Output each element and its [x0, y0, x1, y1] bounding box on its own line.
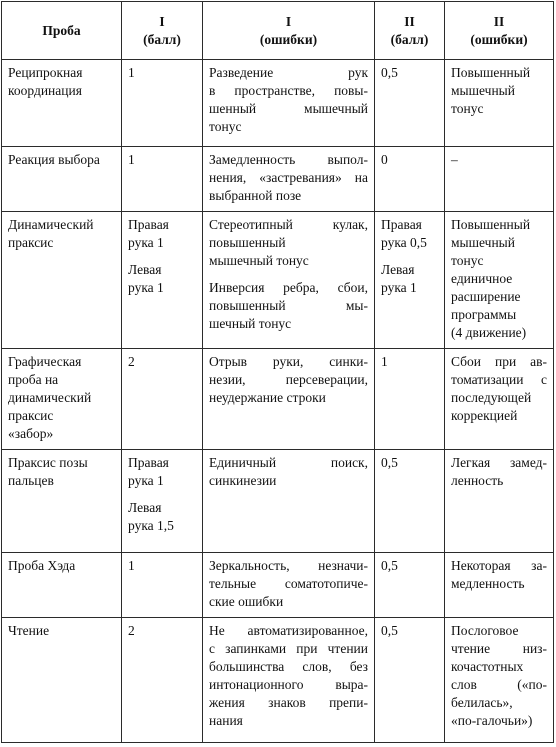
results-table	[1, 1, 554, 743]
cell-line: рука 0,5	[381, 235, 427, 250]
cell-line: тельные соматотопиче-	[209, 576, 368, 591]
cell-line: 2	[128, 623, 135, 638]
cell-line: рука 1	[128, 280, 164, 295]
cell-line: Сбои при ав-	[451, 354, 547, 369]
cell-line: 0,5	[381, 455, 398, 470]
cell-score-2	[375, 553, 445, 618]
cell-line: 0,5	[381, 65, 398, 80]
cell-errors-1	[203, 450, 375, 553]
cell-line: 1	[128, 558, 135, 573]
cell-score-1	[122, 553, 203, 618]
cell-line: 0,5	[381, 623, 398, 638]
cell-line: 0	[381, 152, 388, 167]
cell-errors-1	[203, 147, 375, 212]
cell-line: Графическая	[8, 354, 82, 369]
cell-line: нания	[209, 713, 243, 728]
cell-line: рука 1	[381, 280, 417, 295]
cell-line: Праксис позы	[8, 455, 88, 470]
cell-line: Некоторая за-	[451, 558, 547, 573]
cell-line: Правая	[128, 455, 169, 470]
table-row	[2, 349, 554, 450]
cell-line: повышенный мы-	[209, 298, 368, 313]
cell-line: Правая	[128, 217, 169, 232]
cell-line: шечный тонус	[209, 316, 292, 331]
cell-line: Левая	[128, 262, 162, 277]
cell-line: Не автоматизированное,	[209, 623, 368, 638]
cell-score-1	[122, 60, 203, 147]
header-errors-2: II (ошибки)	[445, 2, 554, 60]
cell-line: 1	[128, 152, 135, 167]
cell-line: Единичный поиск,	[209, 455, 368, 470]
cell-line: Проба Хэда	[8, 558, 76, 573]
cell-line: координация	[8, 83, 82, 98]
table-row	[2, 212, 554, 349]
cell-line: 1	[128, 65, 135, 80]
cell-line: праксис	[8, 235, 54, 250]
cell-line	[128, 490, 196, 499]
cell-line: –	[451, 152, 458, 167]
cell-errors-1	[203, 212, 375, 349]
cell-line: мышечный	[451, 83, 515, 98]
cell-line: 2	[128, 354, 135, 369]
table-row	[2, 147, 554, 212]
cell-line: незии, персеверации,	[209, 372, 368, 387]
cell-line: тонус	[209, 119, 242, 134]
cell-line: Динамический	[8, 217, 94, 232]
cell-line: чтение низ-	[451, 641, 547, 656]
cell-score-1	[122, 349, 203, 450]
cell-line: рука 1,5	[128, 518, 174, 533]
cell-line: большинства слов, без	[209, 659, 368, 674]
cell-line	[381, 252, 438, 261]
cell-line: белилась»,	[451, 695, 513, 710]
cell-test	[2, 553, 122, 618]
cell-score-1	[122, 450, 203, 553]
cell-line: Инверсия ребра, сбои,	[209, 280, 368, 295]
cell-test	[2, 450, 122, 553]
cell-line: синкинезии	[209, 473, 277, 488]
cell-errors-1	[203, 349, 375, 450]
cell-line: единичное	[451, 271, 513, 286]
cell-line: шенный мышечный	[209, 101, 368, 116]
cell-errors-2	[445, 553, 554, 618]
cell-line: кочастотных	[451, 659, 524, 674]
cell-errors-2	[445, 349, 554, 450]
cell-line: Правая	[381, 217, 422, 232]
cell-line: медленность	[451, 576, 525, 591]
cell-test	[2, 349, 122, 450]
cell-line: Реципрокная	[8, 65, 83, 80]
cell-test	[2, 212, 122, 349]
cell-line: последующей	[451, 390, 532, 405]
cell-line: с запинками при чтении	[209, 641, 368, 656]
cell-line: Разведение рук	[209, 65, 368, 80]
cell-line: пальцев	[8, 473, 54, 488]
cell-line	[128, 252, 196, 261]
cell-line: Чтение	[8, 623, 50, 638]
cell-line: «забор»	[8, 426, 54, 441]
cell-errors-2	[445, 450, 554, 553]
header-test: Проба	[2, 2, 122, 60]
cell-line: ские ошибки	[209, 594, 284, 609]
cell-line: рука 1	[128, 473, 164, 488]
cell-line: Послоговое	[451, 623, 519, 638]
cell-score-2	[375, 618, 445, 743]
cell-errors-2	[445, 618, 554, 743]
table-row	[2, 618, 554, 743]
cell-line: слов («по-	[451, 677, 547, 692]
cell-line: 1	[381, 354, 388, 369]
cell-errors-1	[203, 553, 375, 618]
cell-errors-1	[203, 60, 375, 147]
header-score-1: I (балл)	[122, 2, 203, 60]
cell-line: динамический	[8, 390, 92, 405]
cell-line: повышенный	[209, 235, 286, 250]
cell-line: жения знаков препи-	[209, 695, 368, 710]
cell-line: расширение	[451, 289, 521, 304]
cell-line: интонационного выра-	[209, 677, 368, 692]
cell-line: 0,5	[381, 558, 398, 573]
cell-line: Зеркальность, незначи-	[209, 558, 368, 573]
table-body	[2, 60, 554, 743]
cell-line: Повышенный	[451, 65, 531, 80]
cell-score-1	[122, 147, 203, 212]
header-row	[2, 2, 554, 60]
cell-line	[209, 270, 368, 279]
cell-line: Легкая замед-	[451, 455, 547, 470]
cell-score-2	[375, 349, 445, 450]
cell-score-2	[375, 212, 445, 349]
cell-line: праксис	[8, 408, 54, 423]
cell-line: ленность	[451, 473, 504, 488]
cell-line: томатизации с	[451, 372, 547, 387]
cell-line: Замедленность выпол-	[209, 152, 368, 167]
cell-line: тонус	[451, 101, 484, 116]
cell-line: рука 1	[128, 235, 164, 250]
table-row	[2, 450, 554, 553]
cell-score-2	[375, 450, 445, 553]
cell-errors-2	[445, 147, 554, 212]
cell-line: Реакция выбора	[8, 152, 100, 167]
cell-score-1	[122, 618, 203, 743]
header-errors-1: I (ошибки)	[203, 2, 375, 60]
cell-line: мышечный	[451, 235, 515, 250]
cell-line: Левая	[128, 500, 162, 515]
cell-test	[2, 60, 122, 147]
cell-line: Повышенный	[451, 217, 531, 232]
cell-line: неудержание строки	[209, 390, 326, 405]
cell-line: проба на	[8, 372, 59, 387]
cell-line: выбранной позе	[209, 188, 302, 203]
cell-line: мышечный тонус	[209, 253, 309, 268]
cell-line: Левая	[381, 262, 415, 277]
cell-line: тонус	[451, 253, 484, 268]
cell-line: (4 движение)	[451, 325, 527, 340]
cell-line: нения, «застревания» на	[209, 170, 368, 185]
table-row	[2, 553, 554, 618]
cell-test	[2, 618, 122, 743]
cell-errors-2	[445, 212, 554, 349]
cell-score-1	[122, 212, 203, 349]
cell-score-2	[375, 60, 445, 147]
cell-line: в пространстве, повы-	[209, 83, 368, 98]
cell-line: «по-галочьи»)	[451, 713, 533, 728]
table-row	[2, 60, 554, 147]
cell-line: Стереотипный кулак,	[209, 217, 368, 232]
cell-errors-1	[203, 618, 375, 743]
cell-errors-2	[445, 60, 554, 147]
cell-test	[2, 147, 122, 212]
header-score-2: II (балл)	[375, 2, 445, 60]
cell-line: Отрыв руки, синки-	[209, 354, 368, 369]
cell-line: коррекцией	[451, 408, 518, 423]
cell-line: программы	[451, 307, 517, 322]
cell-score-2	[375, 147, 445, 212]
